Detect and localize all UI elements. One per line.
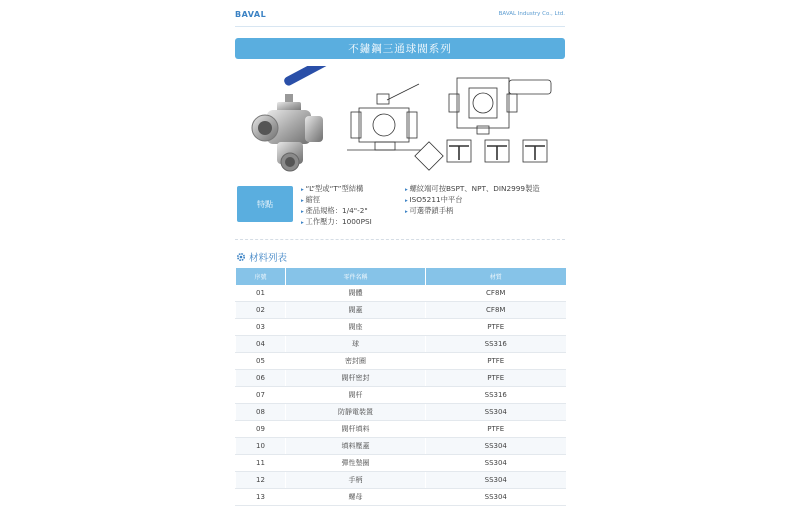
cell-material: SS304 [426, 455, 566, 472]
cell-material: SS304 [426, 404, 566, 421]
company-name: BAVAL Industry Co., Ltd. [498, 11, 565, 17]
cell-no: 12 [236, 472, 286, 489]
materials-table [235, 268, 566, 506]
cell-material: PTFE [426, 421, 566, 438]
table-row [236, 421, 566, 438]
gear-icon [236, 252, 246, 262]
col-header-no: 序號 [236, 268, 286, 285]
cell-part: 閥杆填料 [286, 421, 426, 438]
table-row [236, 455, 566, 472]
col-header-material: 材質 [426, 268, 566, 285]
cell-material: PTFE [426, 370, 566, 387]
cell-part: 閥杆 [286, 387, 426, 404]
feature-item: ▸ 可選帶鎖手柄 [405, 206, 540, 217]
table-row [236, 404, 566, 421]
cell-material: CF8M [426, 285, 566, 302]
materials-heading-text: 材料列表 [249, 253, 288, 264]
cell-material: SS304 [426, 472, 566, 489]
cell-material: PTFE [426, 353, 566, 370]
feature-list-right [405, 184, 540, 217]
page-title: 不鏽鋼三通球閥系列 [235, 38, 565, 59]
cell-material: SS304 [426, 438, 566, 455]
cell-no: 09 [236, 421, 286, 438]
cell-material: SS316 [426, 336, 566, 353]
catalog-page [235, 0, 565, 500]
cell-no: 05 [236, 353, 286, 370]
cell-part: 螺母 [286, 489, 426, 506]
table-row [236, 302, 566, 319]
cell-no: 04 [236, 336, 286, 353]
table-row [236, 319, 566, 336]
cell-material: SS304 [426, 489, 566, 506]
feature-item: ▸ ISO5211中平台 [405, 195, 540, 206]
cell-part: 填料壓蓋 [286, 438, 426, 455]
technical-drawing [347, 70, 561, 174]
col-header-part: 零件名稱 [286, 268, 426, 285]
table-row [236, 472, 566, 489]
cell-no: 06 [236, 370, 286, 387]
cell-part: 球 [286, 336, 426, 353]
header-divider [235, 26, 565, 27]
cell-no: 01 [236, 285, 286, 302]
feature-item: ▸ 縮徑 [301, 195, 372, 206]
table-row [236, 489, 566, 506]
cell-no: 13 [236, 489, 286, 506]
cell-material: CF8M [426, 302, 566, 319]
product-photo [245, 66, 335, 176]
cell-no: 03 [236, 319, 286, 336]
table-header-row [236, 268, 566, 285]
table-row [236, 370, 566, 387]
materials-heading [236, 250, 287, 264]
feature-list-left [301, 184, 372, 228]
section-divider [235, 239, 565, 240]
cell-no: 10 [236, 438, 286, 455]
cell-material: PTFE [426, 319, 566, 336]
feature-item: ▸ 產品規格：1/4"-2" [301, 206, 372, 217]
cell-part: 閥體 [286, 285, 426, 302]
cell-part: 防靜電裝置 [286, 404, 426, 421]
cell-no: 07 [236, 387, 286, 404]
cell-part: 閥杆密封 [286, 370, 426, 387]
cell-part: 彈性墊圈 [286, 455, 426, 472]
table-row [236, 353, 566, 370]
table-row [236, 438, 566, 455]
table-row [236, 285, 566, 302]
table-row [236, 336, 566, 353]
feature-item: ▸ 工作壓力：1000PSI [301, 217, 372, 228]
brand-logo: BAVAL [235, 10, 267, 19]
feature-badge: 特點 [237, 186, 293, 222]
cell-no: 08 [236, 404, 286, 421]
cell-part: 閥座 [286, 319, 426, 336]
feature-item: ▸ “L”型或“T”型結構 [301, 184, 372, 195]
cell-no: 11 [236, 455, 286, 472]
cell-part: 密封圈 [286, 353, 426, 370]
cell-no: 02 [236, 302, 286, 319]
feature-item: ▸ 螺紋端可按BSPT、NPT、DIN2999製造 [405, 184, 540, 195]
table-row [236, 387, 566, 404]
cell-part: 手柄 [286, 472, 426, 489]
cell-part: 閥蓋 [286, 302, 426, 319]
cell-material: SS316 [426, 387, 566, 404]
